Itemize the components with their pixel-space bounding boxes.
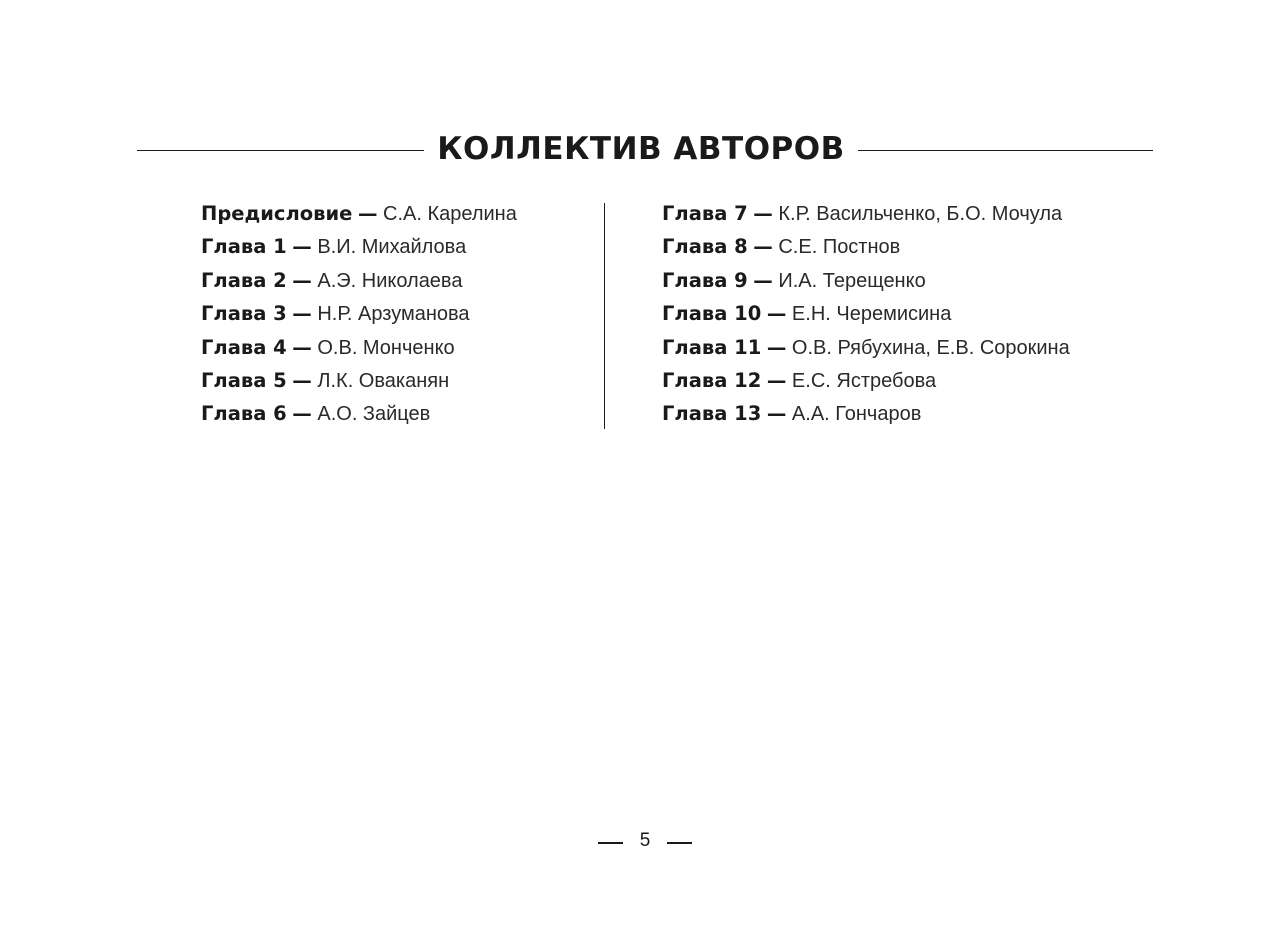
title-rule-left (137, 150, 424, 151)
author-entry (201, 297, 517, 330)
author-entry (662, 197, 1070, 230)
entry-author: Е.С. Ястребова (791, 369, 937, 392)
entry-label: Глава 8 (662, 235, 748, 259)
entry-dash: — (292, 235, 312, 259)
entry-author: А.А. Гончаров (791, 403, 922, 426)
entry-author: А.О. Зайцев (317, 403, 431, 426)
author-entry (662, 264, 1070, 297)
entry-author: О.В. Монченко (317, 336, 455, 359)
entry-author: В.И. Михайлова (317, 236, 467, 259)
entry-dash: — (766, 302, 787, 326)
page-number-rule-left (598, 842, 623, 844)
author-entry (201, 197, 517, 230)
entry-label: Глава 9 (662, 268, 748, 292)
entry-dash: — (357, 202, 378, 225)
entry-dash: — (292, 402, 312, 426)
entry-author: Л.К. Оваканян (317, 369, 450, 392)
author-entry (201, 230, 517, 263)
entry-dash: — (753, 202, 773, 225)
column-divider (604, 203, 605, 429)
author-entry (662, 397, 1070, 430)
entry-author: С.Е. Постнов (778, 236, 901, 259)
entry-label: Глава 5 (201, 368, 287, 392)
entry-author: Е.Н. Черемисина (791, 303, 952, 326)
title-rule-right (858, 150, 1153, 151)
entry-label: Глава 6 (201, 402, 287, 426)
entry-label: Глава 3 (201, 302, 287, 326)
page-title: КОЛЛЕКТИВ АВТОРОВ (437, 131, 845, 167)
author-entry (201, 331, 517, 364)
entry-dash: — (766, 368, 787, 392)
author-entry (662, 331, 1070, 364)
entry-dash: — (766, 402, 787, 426)
entry-dash: — (292, 335, 312, 359)
author-entry (662, 230, 1070, 263)
entry-label: Глава 13 (662, 402, 762, 426)
entry-label: Глава 12 (662, 368, 762, 392)
entry-dash: — (292, 368, 312, 392)
entry-author: О.В. Рябухина, Е.В. Сорокина (791, 336, 1070, 359)
entry-dash: — (753, 235, 773, 259)
entry-author: К.Р. Васильченко, Б.О. Мочула (778, 203, 1063, 225)
entry-label: Глава 11 (662, 335, 762, 359)
entry-label: Предисловие (201, 202, 353, 225)
entry-label: Глава 7 (662, 202, 748, 225)
entry-label: Глава 1 (201, 235, 287, 259)
author-entry (201, 264, 517, 297)
author-entry (662, 364, 1070, 397)
entry-label: Глава 2 (201, 268, 287, 292)
authors-column-left (201, 197, 517, 431)
entry-author: С.А. Карелина (383, 203, 517, 225)
entry-dash: — (292, 268, 312, 292)
authors-column-right (662, 197, 1070, 431)
title-row (137, 126, 1153, 172)
author-entry (662, 297, 1070, 330)
page-number: 5 (639, 830, 651, 851)
author-entry (201, 364, 517, 397)
entry-label: Глава 10 (662, 302, 762, 326)
entry-label: Глава 4 (201, 335, 287, 359)
entry-author: А.Э. Николаева (317, 269, 463, 292)
entry-dash: — (292, 302, 312, 326)
page-number-rule-right (667, 842, 692, 844)
entry-author: И.А. Терещенко (778, 269, 926, 292)
entry-dash: — (766, 335, 787, 359)
entry-dash: — (753, 268, 773, 292)
page-number-row (598, 828, 693, 854)
entry-author: Н.Р. Арзуманова (317, 303, 470, 326)
author-entry (201, 397, 517, 430)
